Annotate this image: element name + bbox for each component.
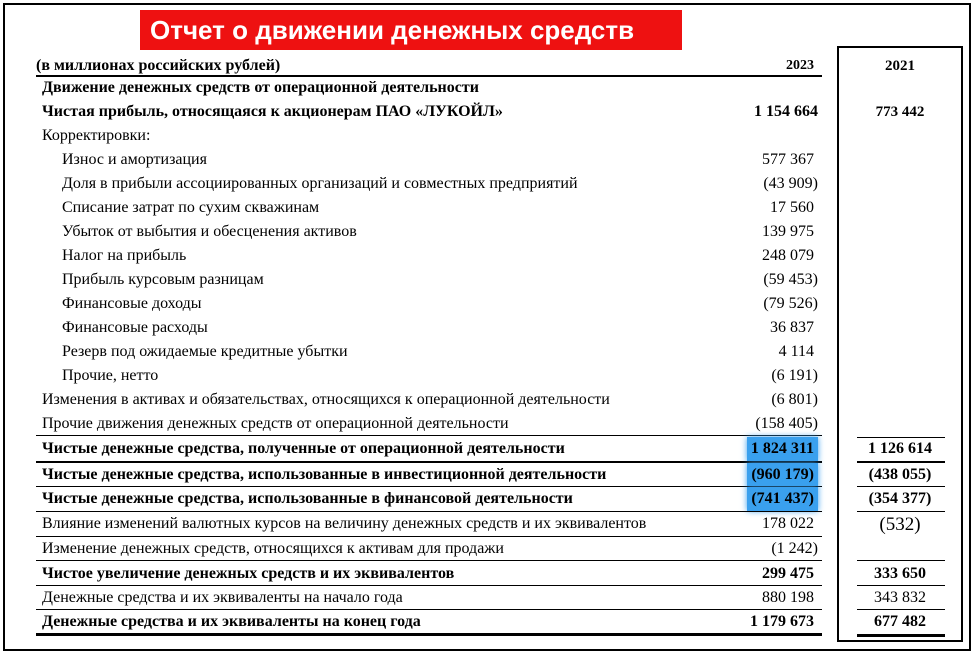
row-label: Налог на прибыль <box>62 247 187 264</box>
units-label: (в миллионах российских рублей) <box>36 57 281 74</box>
table-row <box>36 562 822 586</box>
row-value: (1 242) <box>771 540 818 557</box>
row-value: 248 079 <box>762 247 814 264</box>
table-row <box>36 340 822 364</box>
row-value: 4 114 <box>778 343 814 360</box>
row-label: Износ и амортизация <box>62 151 207 168</box>
table-row <box>36 463 822 487</box>
table-row <box>36 124 822 148</box>
row-value: (59 453) <box>763 271 818 288</box>
table-row <box>36 437 822 461</box>
table-row <box>36 100 822 124</box>
alt-value: 677 482 <box>874 613 926 630</box>
row-label: Прочие, нетто <box>62 367 159 384</box>
row-value: 36 837 <box>770 319 814 336</box>
row-label: Финансовые расходы <box>62 319 208 336</box>
row-value: 299 475 <box>762 565 814 582</box>
page-title: Отчет о движении денежных средств <box>140 10 682 50</box>
row-label: Чистое увеличение денежных средств и их эквивалентов <box>42 565 455 582</box>
table-bottom-rule <box>36 633 822 636</box>
table-row <box>36 586 822 610</box>
highlighted-value: (960 179) <box>747 463 818 487</box>
row-label: Корректировки: <box>42 127 151 144</box>
alt-value: 343 832 <box>874 589 926 606</box>
row-label: Финансовые доходы <box>62 295 202 312</box>
row-label: Изменение денежных средств, относящихся к активам для продажи <box>42 540 504 557</box>
row-label: Убыток от выбытия и обесценения активов <box>62 223 357 240</box>
alt-value: 773 442 <box>875 104 925 120</box>
row-label: Чистые денежные средства, полученные от операционной деятельности <box>42 440 565 457</box>
row-label: Влияние изменений валютных курсов на величину денежных средств и их эквивалентов <box>42 515 647 532</box>
row-value: (158 405) <box>755 415 818 432</box>
table-row <box>36 172 822 196</box>
row-value: 1 154 664 <box>754 103 818 120</box>
row-label: Резерв под ожидаемые кредитные убытки <box>62 343 348 360</box>
table-row <box>36 268 822 292</box>
year-2021-label: 2021 <box>885 58 915 74</box>
row-value: (6 801) <box>771 391 818 408</box>
row-label: Доля в прибыли ассоциированных организаций и совместных предприятий <box>62 175 578 192</box>
alt-value: (532) <box>879 514 921 535</box>
table-row <box>36 610 822 634</box>
table-row <box>36 537 822 561</box>
row-label: Денежные средства и их эквиваленты на конец года <box>42 613 421 630</box>
table-row <box>36 220 822 244</box>
row-value: 17 560 <box>770 199 814 216</box>
row-label: Денежные средства и их эквиваленты на начало года <box>42 589 403 606</box>
table-row <box>36 76 822 100</box>
alt-rule <box>857 511 945 512</box>
row-value: 1 179 673 <box>750 613 814 630</box>
row-value: 178 022 <box>762 515 814 532</box>
row-label: Списание затрат по сухим скважинам <box>62 199 320 216</box>
row-value: (43 909) <box>763 175 818 192</box>
table-row <box>36 364 822 388</box>
table-row <box>36 512 822 536</box>
table-row <box>36 316 822 340</box>
row-label: Прибыль курсовым разницам <box>62 271 264 288</box>
row-label: Чистые денежные средства, использованные в инвестиционной деятельности <box>42 466 607 483</box>
row-label: Чистые денежные средства, использованные в финансовой деятельности <box>42 490 573 507</box>
row-value: (79 526) <box>763 295 818 312</box>
table-row <box>36 292 822 316</box>
row-rule <box>36 560 822 561</box>
year-2023-label: 2023 <box>786 58 814 73</box>
table-row <box>36 487 822 511</box>
alt-value: (354 377) <box>868 490 932 507</box>
table-row <box>36 412 822 436</box>
table-row <box>36 244 822 268</box>
table-row <box>36 148 822 172</box>
alt-value: (438 055) <box>868 466 932 483</box>
row-label: Движение денежных средств от операционной деятельности <box>42 79 479 96</box>
row-value: 880 198 <box>762 589 814 606</box>
alt-value: 1 126 614 <box>868 440 932 457</box>
alt-rule <box>857 560 945 561</box>
row-value: 139 975 <box>762 223 814 240</box>
row-label: Прочие движения денежных средств от операционной деятельности <box>42 415 509 432</box>
row-label: Изменения в активах и обязательствах, относящихся к операционной деятельности <box>42 391 610 408</box>
alt-value: 333 650 <box>874 565 926 582</box>
row-value: 577 367 <box>762 151 814 168</box>
row-rule <box>36 435 822 436</box>
highlighted-value: (741 437) <box>747 487 818 511</box>
table-row <box>36 388 822 412</box>
row-value: (6 191) <box>771 367 818 384</box>
year-2021-column <box>837 46 963 642</box>
highlighted-value: 1 824 311 <box>747 437 818 461</box>
table-row <box>36 196 822 220</box>
row-label: Чистая прибыль, относящаяся к акционерам ПАО «ЛУКОЙЛ» <box>42 103 503 120</box>
alt-bottom-rule <box>857 634 945 637</box>
